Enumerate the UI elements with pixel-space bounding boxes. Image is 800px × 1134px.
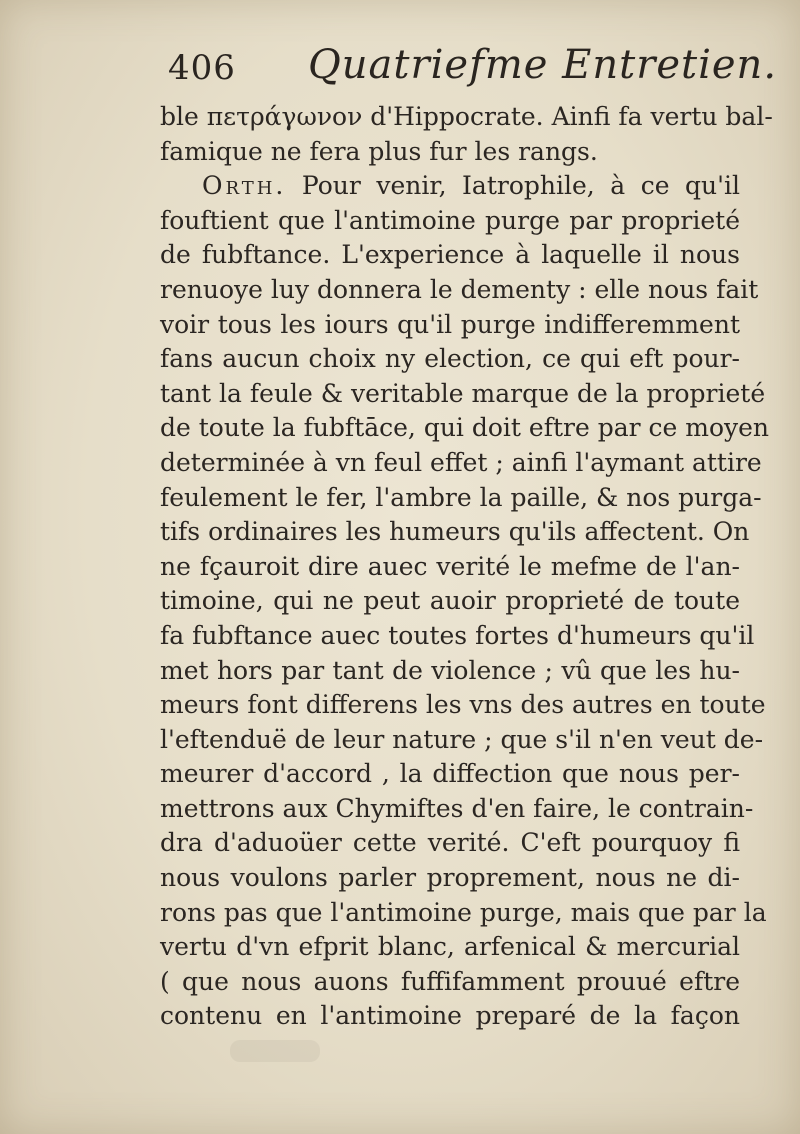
text-line: famique ne fera plus fur les rangs. [160, 136, 598, 166]
text-line: de fubftance. L'experience à laquelle il nous [160, 240, 740, 270]
text-line: renuoye luy donnera le dementy : elle nous fait [160, 274, 759, 304]
text-line: tifs ordinaires les humeurs qu'ils affectent. On [160, 517, 750, 547]
text-line: nous voulons parler proprement, nous ne di- [160, 863, 740, 893]
text-line: tant la feule & veritable marque de la proprieté [160, 378, 766, 408]
text-line: voir tous les iours qu'il purge indifferemment [160, 309, 740, 339]
text-line: de toute la fubftāce, qui doit eftre par ce moyen [160, 413, 770, 443]
text-line: timoine, qui ne peut auoir proprieté de toute [160, 586, 740, 616]
body-text [160, 100, 773, 1034]
text-line: meurer d'accord , la diffection que nous per- [160, 759, 740, 789]
text-line: ne fçauroit dire auec verité le mefme de l'an- [160, 551, 740, 581]
text-line: vertu d'vn efprit blanc, arfenical & mercurial [160, 932, 740, 962]
text-line: dra d'aduoüer cette verité. C'eft pourquoy fi [160, 828, 740, 858]
text-line-with-speaker [160, 169, 740, 204]
text-line: fouftient que l'antimoine purge par proprieté [160, 205, 740, 235]
text-line: ( que nous auons fuffifamment prouué eftre [160, 966, 740, 996]
page-number: 406 [168, 48, 236, 88]
text-line: l'eftenduë de leur nature ; que s'il n'en veut de- [160, 724, 764, 754]
page-header [168, 40, 778, 98]
running-title: Quatriefme Entretien. [308, 42, 778, 88]
text-line: contenu en l'antimoine preparé de la façon [160, 1001, 740, 1031]
text-line: determinée à vn feul effet ; ainfi l'aymant attire [160, 447, 762, 477]
text-line: ble πετράγωνον d'Hippocrate. Ainfi fa vertu bal- [160, 102, 773, 131]
text-line: feulement le fer, l'ambre la paille, & nos purga- [160, 482, 762, 512]
speaker-label: Orth. [202, 171, 287, 201]
text-line: mettrons aux Chymiftes d'en faire, le contrain- [160, 793, 754, 823]
text-line: fans aucun choix ny election, ce qui eft pour- [160, 344, 740, 374]
text-line-content: Pour venir, Iatrophile, à ce qu'il [301, 171, 740, 201]
text-line: met hors par tant de violence ; vû que les hu- [160, 655, 740, 685]
text-line: fa fubftance auec toutes fortes d'humeurs qu'il [160, 620, 755, 650]
ink-smudge [230, 1040, 320, 1062]
text-line: rons pas que l'antimoine purge, mais que par la [160, 897, 767, 927]
text-line: meurs font differens les vns des autres en toute [160, 690, 766, 720]
